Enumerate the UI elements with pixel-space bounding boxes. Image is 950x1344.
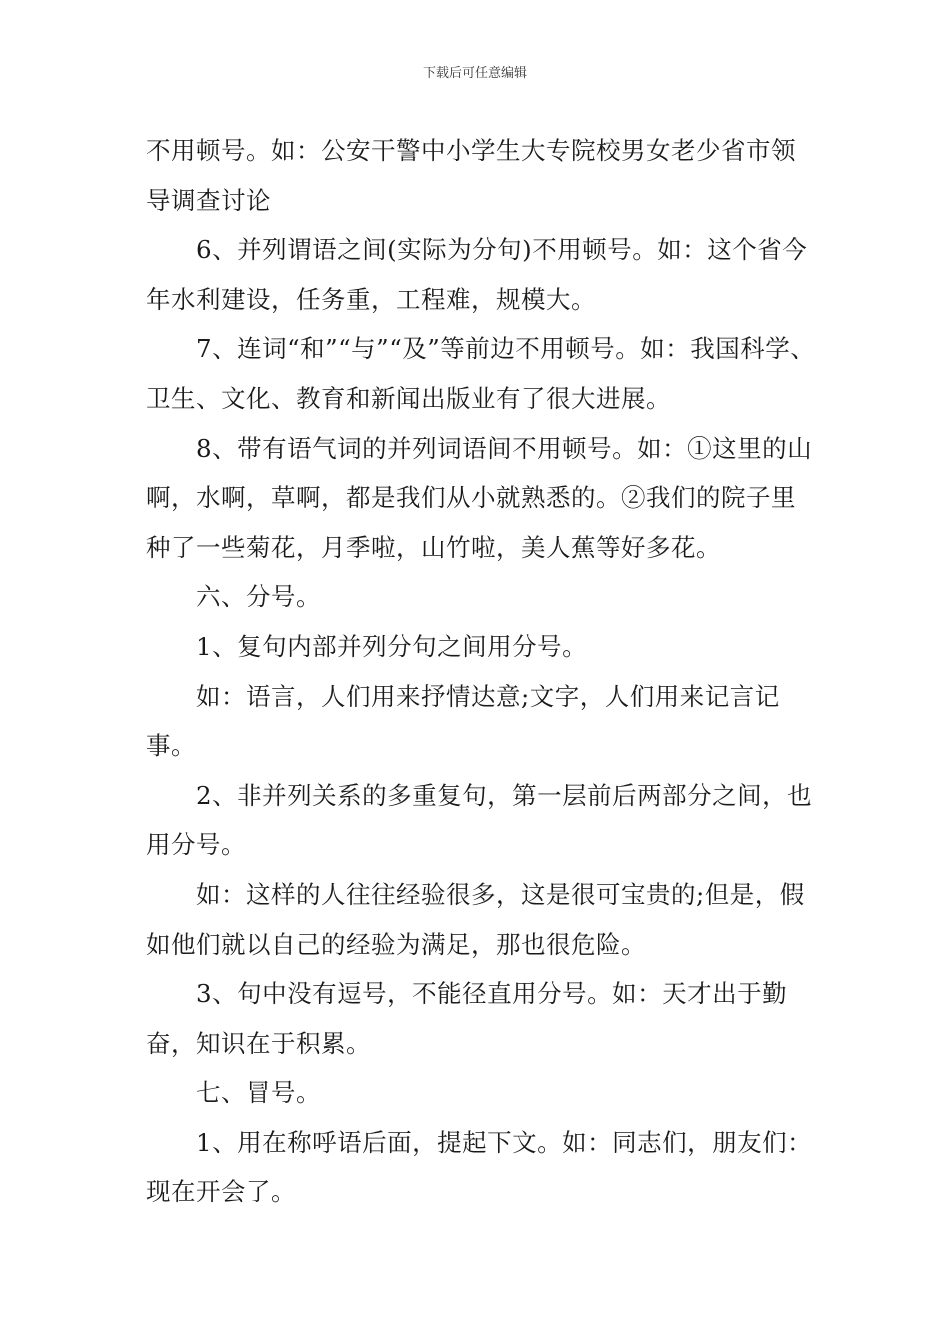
document-body [146, 126, 816, 1217]
paragraph: 6、并列谓语之间(实际为分句)不用顿号。如：这个省今年水利建设，任务重，工程难，规模大。 [146, 235, 808, 314]
paragraph: 1、复句内部并列分句之间用分号。 [196, 631, 588, 661]
header-note: 下载后可任意编辑 [422, 66, 527, 81]
paragraph: 如：语言，人们用来抒情达意;文字，人们用来记言记事。 [146, 681, 780, 761]
paragraph: 1、用在称呼语后面，提起下文。如：同志们，朋友们：现在开会了。 [146, 1127, 813, 1207]
paragraph: 7、连词“和”“与”“及”等前边不用顿号。如：我国科学、卫生、文化、教育和新闻出版业有了很大进展。 [146, 334, 816, 413]
paragraph: 不用顿号。如：公安干警中小学生大专院校男女老少省市领导调查讨论 [146, 136, 796, 215]
section-heading: 七、冒号。 [196, 1078, 321, 1108]
paragraph: 3、句中没有逗号，不能径直用分号。如：天才出于勤奋，知识在于积累。 [146, 979, 788, 1058]
section-heading: 六、分号。 [196, 582, 321, 612]
paragraph: 8、带有语气词的并列词语间不用顿号。如：①这里的山啊，水啊，草啊，都是我们从小就熟悉的。②我们的院子里种了一些菊花，月季啦，山竹啦，美人蕉等好多花。 [146, 433, 813, 562]
paragraph: 2、非并列关系的多重复句，第一层前后两部分之间，也用分号。 [146, 780, 813, 860]
page-header [0, 66, 950, 82]
paragraph: 如：这样的人往往经验很多，这是很可宝贵的;但是，假如他们就以自己的经验为满足，那也很危险。 [146, 879, 805, 959]
